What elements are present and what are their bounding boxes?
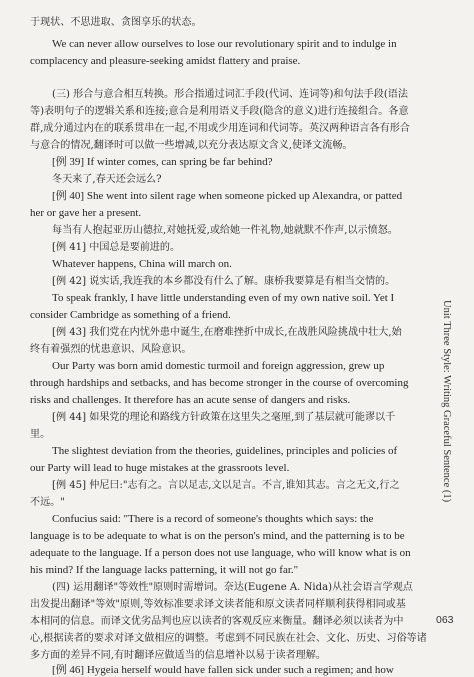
- page-number: 063: [436, 614, 454, 626]
- text-line: 冬天来了,春天还会远么?: [52, 174, 162, 185]
- text-line: 心,根据读者的要求对译文做相应的调整。考虑到不同民族在社会、文化、历史、习俗等诸: [30, 633, 427, 644]
- text-line: through hardships and setbacks, and has become stronger in the course of overcoming: [30, 377, 409, 389]
- text-line: We can never allow ourselves to lose our revolutionary spirit and to indulge in: [52, 38, 397, 50]
- text-line: our Party will lead to huge mistakes at the grassroots level.: [30, 462, 290, 474]
- text-line: [例 41] 中国总是要前进的。: [52, 242, 181, 253]
- text-line: complacency and pleasure-seeking amidst flattery and praise.: [30, 55, 301, 67]
- text-line: (三) 形合与意合相互转换。形合指通过词汇手段(代词、连词等)和句法手段(语法: [52, 89, 408, 100]
- text-line: [例 43] 我们党在内忧外患中诞生,在磨难挫折中成长,在战胜风险挑战中壮大,始: [52, 327, 402, 338]
- text-line: 里。: [30, 429, 51, 440]
- text-line: 群,成分通过内在的联系贯串在一起,不用或少用连词和代词等。英汉两种语言各有形合: [30, 123, 410, 134]
- text-line: Confucius said: "There is a record of someone's thoughts which says: the: [52, 513, 374, 525]
- text-line: [例 45] 仲尼曰:"志有之。言以足志,文以足言。不言,谁知其志。言之无文,行之: [52, 480, 400, 491]
- text-line: [例 44] 如果党的理论和路线方针政策在这里失之毫厘,到了基层就可能谬以千: [52, 412, 396, 423]
- text-line: adequate to the language. If a person does not use language, who will know what is on: [30, 547, 411, 559]
- text-line: 终有着强烈的忧患意识、风险意识。: [30, 344, 192, 355]
- text-line: [例 46] Hygeia herself would have fallen sick under such a regimen; and how: [52, 664, 394, 676]
- text-line: [例 40] She went into silent rage when someone picked up Alexandra, or patted: [52, 190, 403, 202]
- document-page: [30, 16, 434, 676]
- text-line: his mind? If the language lacks patterning, it will not go far.": [30, 564, 299, 576]
- text-line: Our Party was born amid domestic turmoil and foreign aggression, grew up: [52, 360, 385, 372]
- text-line: 不远。": [30, 497, 65, 508]
- text-line: 于现状、不思进取、贪图享乐的状态。: [30, 17, 202, 28]
- text-line: 每当有人抱起亚历山德拉,对她抚爱,或给她一件礼物,她就默不作声,以示愤怒。: [52, 225, 398, 236]
- text-line: 多方面的差异不同,有时翻译应做适当的信息增补以易于读者理解。: [30, 650, 326, 661]
- text-line: [例 39] If winter comes, can spring be far behind?: [52, 156, 273, 168]
- running-header-vertical: [441, 300, 455, 590]
- text-line: [例 42] 说实话,我连我的本乡都没有什么了解。康桥我要算是有相当交情的。: [52, 276, 396, 287]
- text-line: 出发提出翻译"等效"原则,等效标准要求译文读者能和原文读者同样顺利获得相同或基: [30, 599, 406, 610]
- text-line: risks and challenges. It therefore has an acute sense of dangers and risks.: [30, 394, 351, 406]
- text-line: consider Cambridge as something of a friend.: [30, 309, 231, 321]
- text-line: language is to be adequate to what is on the person's mind, and the patterning is to be: [30, 530, 405, 542]
- text-line: 等)表明句子的逻辑关系和连接;意合是利用语义手段(隐含的意义)进行连接组合。各意: [30, 106, 409, 117]
- text-line: 本相同的信息。而译文优劣品判也应以读者的客观反应来衡量。翻译必须以读者为中: [30, 616, 404, 627]
- unit-title: Unit Three Style: Writing Graceful Sentence (1): [441, 300, 452, 503]
- text-line: Whatever happens, China will march on.: [52, 258, 232, 270]
- text-line: (四) 运用翻译"等效性"原则时需增词。奈达(Eugene A. Nida)从社会语言学观点: [52, 582, 413, 593]
- text-line: 与意合的情况,翻译时可以做一些增减,以充分表达原文含义,使译文流畅。: [30, 140, 353, 151]
- text-line: The slightest deviation from the theories, guidelines, principles and policies of: [52, 445, 398, 457]
- text-line: her or gave her a present.: [30, 207, 142, 219]
- text-line: To speak frankly, I have little understanding even of my own native soil. Yet I: [52, 292, 395, 304]
